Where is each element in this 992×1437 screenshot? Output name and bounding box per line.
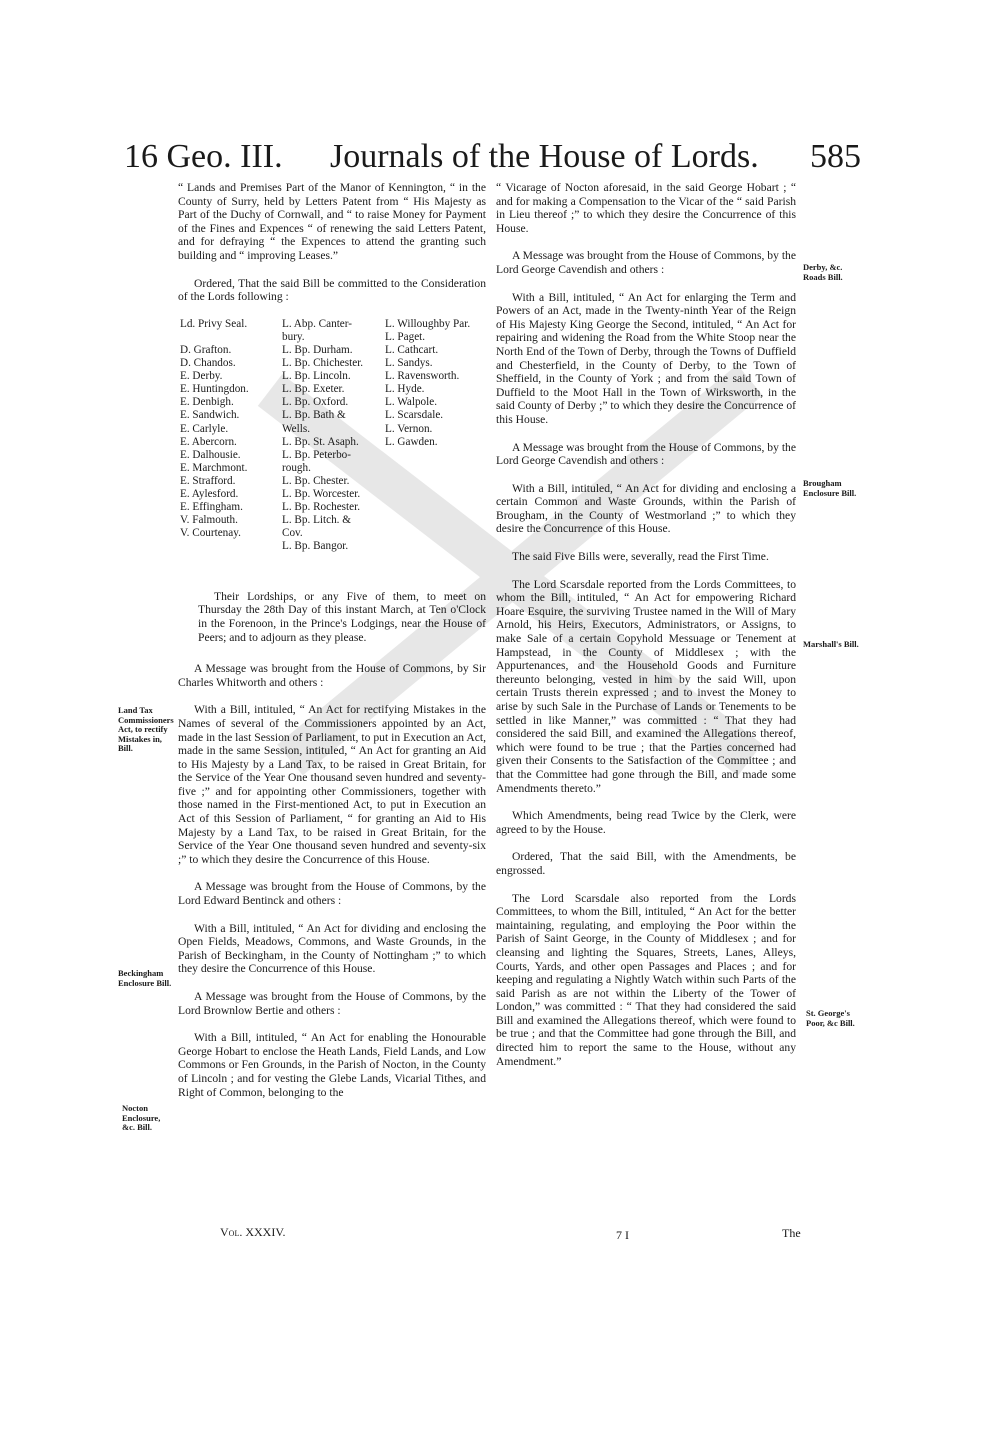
paragraph: Ordered, That the said Bill be committed to the Consideration of the Lords following : bbox=[178, 276, 486, 304]
lord-name: E. Aylesford. bbox=[180, 487, 239, 500]
page-number: 585 bbox=[810, 138, 861, 175]
lord-name: E. Abercorn. bbox=[180, 435, 237, 448]
lord-name: E. Sandwich. bbox=[180, 409, 240, 422]
lord-name: L. Bp. Chester. bbox=[282, 474, 350, 487]
lord-name: L. Bp. St. Asaph. bbox=[282, 435, 359, 448]
lord-name: Cov. bbox=[282, 527, 303, 540]
paragraph: A Message was brought from the House of Commons, by the Lord George Cavendish and others : bbox=[496, 249, 796, 276]
lord-name: bury. bbox=[282, 330, 305, 343]
lord-name: E. Effingham. bbox=[180, 501, 243, 514]
lord-name: L. Willoughby Par. bbox=[385, 317, 471, 330]
lord-name: L. Abp. Canter- bbox=[282, 317, 352, 330]
paragraph: With a Bill, intituled, “ An Act for rectifying Mistakes in the Names of several of the Commissioners appointed by an Act, made in the last Session of Parliament, to put in Execution an Act, made in the same Session, intituled, “ An Act for granting an Aid to His Majesty by a Land Tax, to be raised in Great Britain, for the Service of the Year One thousand seven hundred and seventy-five ;” and for appointing other Commissioners, together with those named in the First-mentioned Act, to put in Execution an Act of this Session of Parliament, “ for granting an Aid to His Majesty by a Land Tax, to be raised in Great Britain, for the Service of the Year One thousand seven hundred and seventy-six ;” to which they desire the Concurrence of this House. bbox=[178, 703, 486, 866]
lord-name: L. Bp. Exeter. bbox=[282, 383, 345, 396]
lord-name: D. Grafton. bbox=[180, 343, 232, 356]
lord-name: L. Bp. Rochester. bbox=[282, 501, 360, 514]
lord-name: V. Falmouth. bbox=[180, 514, 238, 527]
lord-name: L. Bp. Litch. & bbox=[282, 514, 351, 527]
lord-name: L. Bp. Lincoln. bbox=[282, 370, 351, 383]
paragraph: The Lord Scarsdale also reported from the Lords Committees, to whom the Bill, intituled, “ An Act for the better maintaining, regulating, and employing the Poor within the Parish of Saint George, in the County of Middlesex ; and for cleansing and lighting the Squares, Streets, Lanes, Alleys, Courts, Yards, and other open Passages and Places ; and for keeping and regulating a Nightly Watch within such Parts of the said Parish as are not within the Liberty of the Tower of London,” was committed : “ That they had considered the said Bill and examined the Allegations thereof, which were found to be true ; and that the Committee had gone through the Bill, and directed him to report the same to the House, without any Amendment.” bbox=[496, 891, 796, 1068]
paragraph: “ Lands and Premises Part of the Manor of Kennington, “ in the County of Surry, held by Letters Patent from “ His Majesty as Part of the Duchy of Cornwall, and “ to raise Money for Payment of the Fines and Expences “ of renewing the said Letters Patent, and for defraying “ the Expences to attend the granting such building and “ improving Leases.” bbox=[178, 181, 486, 262]
left-column bbox=[178, 181, 486, 1113]
lord-name: E. Strafford. bbox=[180, 474, 236, 487]
lord-name: L. Vernon. bbox=[385, 422, 433, 435]
margin-note-st-george: St. George's Poor, &c Bill. bbox=[806, 1008, 855, 1028]
lord-name: L. Bp. Bangor. bbox=[282, 540, 349, 553]
paragraph: With a Bill, intituled, “ An Act for enabling the Honourable George Hobart to enclose the Heath Lands, Field Lands, and Low Commons or Fen Grounds, in the Parish of Nocton, in the County of Lincoln ; and for vesting the Glebe Lands, Vicarial Tithes, and Right of Common, belonging to the bbox=[178, 1031, 486, 1099]
lord-name: L. Bp. Chichester. bbox=[282, 357, 364, 370]
lords-list-column-2 bbox=[282, 318, 363, 554]
lord-name: L. Bp. Bath & bbox=[282, 409, 346, 422]
paragraph: Their Lordships, or any Five of them, to meet on Thursday the 28th Day of this instant March, at Ten o'Clock in the Forenoon, in the Prince's Lodgings, near the House of Peers; and to adjourn as they please. bbox=[198, 589, 486, 644]
margin-note-land-tax: Land Tax Commissioners Act, to rectify Mistakes in, Bill. bbox=[118, 705, 174, 753]
paragraph: With a Bill, intituled, “ An Act for enlarging the Term and Powers of an Act, made in the Twenty-ninth Year of the Reign of His Majesty King George the Second, intituled, “ An Act for repairing and widening the Road from the White Stoop near the North End of the Town of Derby, through the Towns of Duffield and Chesterfield, in the County of Derby, to the Town of Sheffield, in the County of York ; and from the said Town of Duffield to the Moot Hall in the Town of Wirksworth, in the said County of Derby ;” to which they desire the Concurrence of this House. bbox=[496, 290, 796, 426]
lords-list-column-3 bbox=[385, 318, 470, 449]
paragraph: Which Amendments, being read Twice by the Clerk, were agreed to by the House. bbox=[496, 809, 796, 836]
paragraph: A Message was brought from the House of Commons, by the Lord Edward Bentinck and others : bbox=[178, 880, 486, 908]
lord-name: rough. bbox=[282, 461, 311, 474]
lord-name bbox=[180, 331, 249, 344]
lord-name: L. Sandys. bbox=[385, 357, 433, 370]
lord-name: L. Bp. Peterbo- bbox=[282, 448, 351, 461]
lord-name: Wells. bbox=[282, 422, 310, 435]
lord-name: L. Hyde. bbox=[385, 383, 425, 396]
catchword: The bbox=[782, 1226, 801, 1240]
lord-name: L. Bp. Oxford. bbox=[282, 396, 349, 409]
margin-note-brougham: Brougham Enclosure Bill. bbox=[803, 478, 857, 498]
margin-note-derby: Derby, &c. Roads Bill. bbox=[803, 262, 843, 282]
paragraph: A Message was brought from the House of Commons, by the Lord Brownlow Bertie and others : bbox=[178, 990, 486, 1017]
lord-name: V. Courtenay. bbox=[180, 527, 241, 540]
lord-name: E. Marchmont. bbox=[180, 461, 248, 474]
committee-lords-list bbox=[178, 318, 486, 580]
lord-name: D. Chandos. bbox=[180, 357, 236, 370]
lord-name: L. Scarsdale. bbox=[385, 409, 444, 422]
header-session: 16 Geo. III. bbox=[124, 138, 283, 175]
paragraph: The Lord Scarsdale reported from the Lords Committees, to whom the Bill, intituled, “ An Act for empowering Richard Hoare Esquire, the surviving Trustee named in the Will of Mary Arnold, his Heirs, Executors, Administrators, or Assigns, to make Sale of a certain Copyhold Messuage or Tenement at Hampstead, in the County of Middlesex ; with the Appurtenances, and the Household Goods and Furniture thereunto belonging, vested in him by the said Will, upon certain Trusts therein expressed ; and to invest the Money to arise by such Sale in the Purchase of Lands or Tenements to be settled in like Manner,” was committed : “ That they had considered the said Bill, and examined the Allegations thereof, which were found to be true ; that the Parties concerned had given their Consents to the Satisfaction of the Committee ; and that the Committee had gone through the Bill, and made some Amendments thereto.” bbox=[496, 577, 796, 795]
lord-name: L. Walpole. bbox=[385, 396, 438, 409]
lord-name: L. Ravensworth. bbox=[385, 370, 460, 383]
margin-note-marshall: Marshall's Bill. bbox=[803, 639, 859, 649]
lord-name: L. Bp. Durham. bbox=[282, 343, 353, 356]
volume-label: Vol. XXXIV. bbox=[220, 1225, 286, 1239]
paragraph: A Message was brought from the House of Commons, by Sir Charles Whitworth and others : bbox=[178, 662, 486, 689]
margin-note-beckingham: Beckingham Enclosure Bill. bbox=[118, 968, 172, 988]
paragraph: A Message was brought from the House of Commons, by the Lord George Cavendish and others : bbox=[496, 440, 796, 468]
lords-list-column-1 bbox=[180, 318, 249, 541]
margin-note-nocton: Nocton Enclosure, &c. Bill. bbox=[122, 1103, 161, 1132]
lord-name: L. Bp. Worcester. bbox=[282, 487, 361, 500]
lord-name: E. Huntingdon. bbox=[180, 383, 249, 396]
lord-name: Ld. Privy Seal. bbox=[180, 317, 248, 330]
lord-name: L. Gawden. bbox=[385, 435, 438, 448]
lord-name: L. Cathcart. bbox=[385, 343, 439, 356]
lord-name: E. Denbigh. bbox=[180, 396, 234, 409]
paragraph: The said Five Bills were, severally, read the First Time. bbox=[512, 550, 769, 564]
lord-name: E. Carlyle. bbox=[180, 422, 229, 435]
signature-mark: 7 I bbox=[616, 1228, 629, 1242]
header-title: Journals of the House of Lords. bbox=[330, 138, 759, 175]
paragraph: With a Bill, intituled, “ An Act for dividing and enclosing a certain Common and Waste Grounds, within the Parish of Brougham, in the County of Westmorland ;” to which they desire the Concurrence of this House. bbox=[496, 481, 796, 536]
paragraph: Ordered, That the said Bill, with the Amendments, be engrossed. bbox=[496, 850, 796, 877]
lord-name: E. Dalhousie. bbox=[180, 448, 241, 461]
right-column bbox=[496, 181, 796, 1082]
paragraph: With a Bill, intituled, “ An Act for dividing and enclosing the Open Fields, Meadows, Commons, and Waste Grounds, in the Parish of Beckingham, in the County of Nottingham ;” to which they desire the Concurrence of this House. bbox=[178, 921, 486, 976]
paragraph: “ Vicarage of Nocton aforesaid, in the said George Hobart ; “ and for making a Compensation to the Vicar of the “ said Parish in Lieu thereof ;” to which they desire the Concurrence of this House. bbox=[496, 181, 796, 235]
lord-name: E. Derby. bbox=[180, 370, 223, 383]
lord-name: L. Paget. bbox=[385, 330, 426, 343]
